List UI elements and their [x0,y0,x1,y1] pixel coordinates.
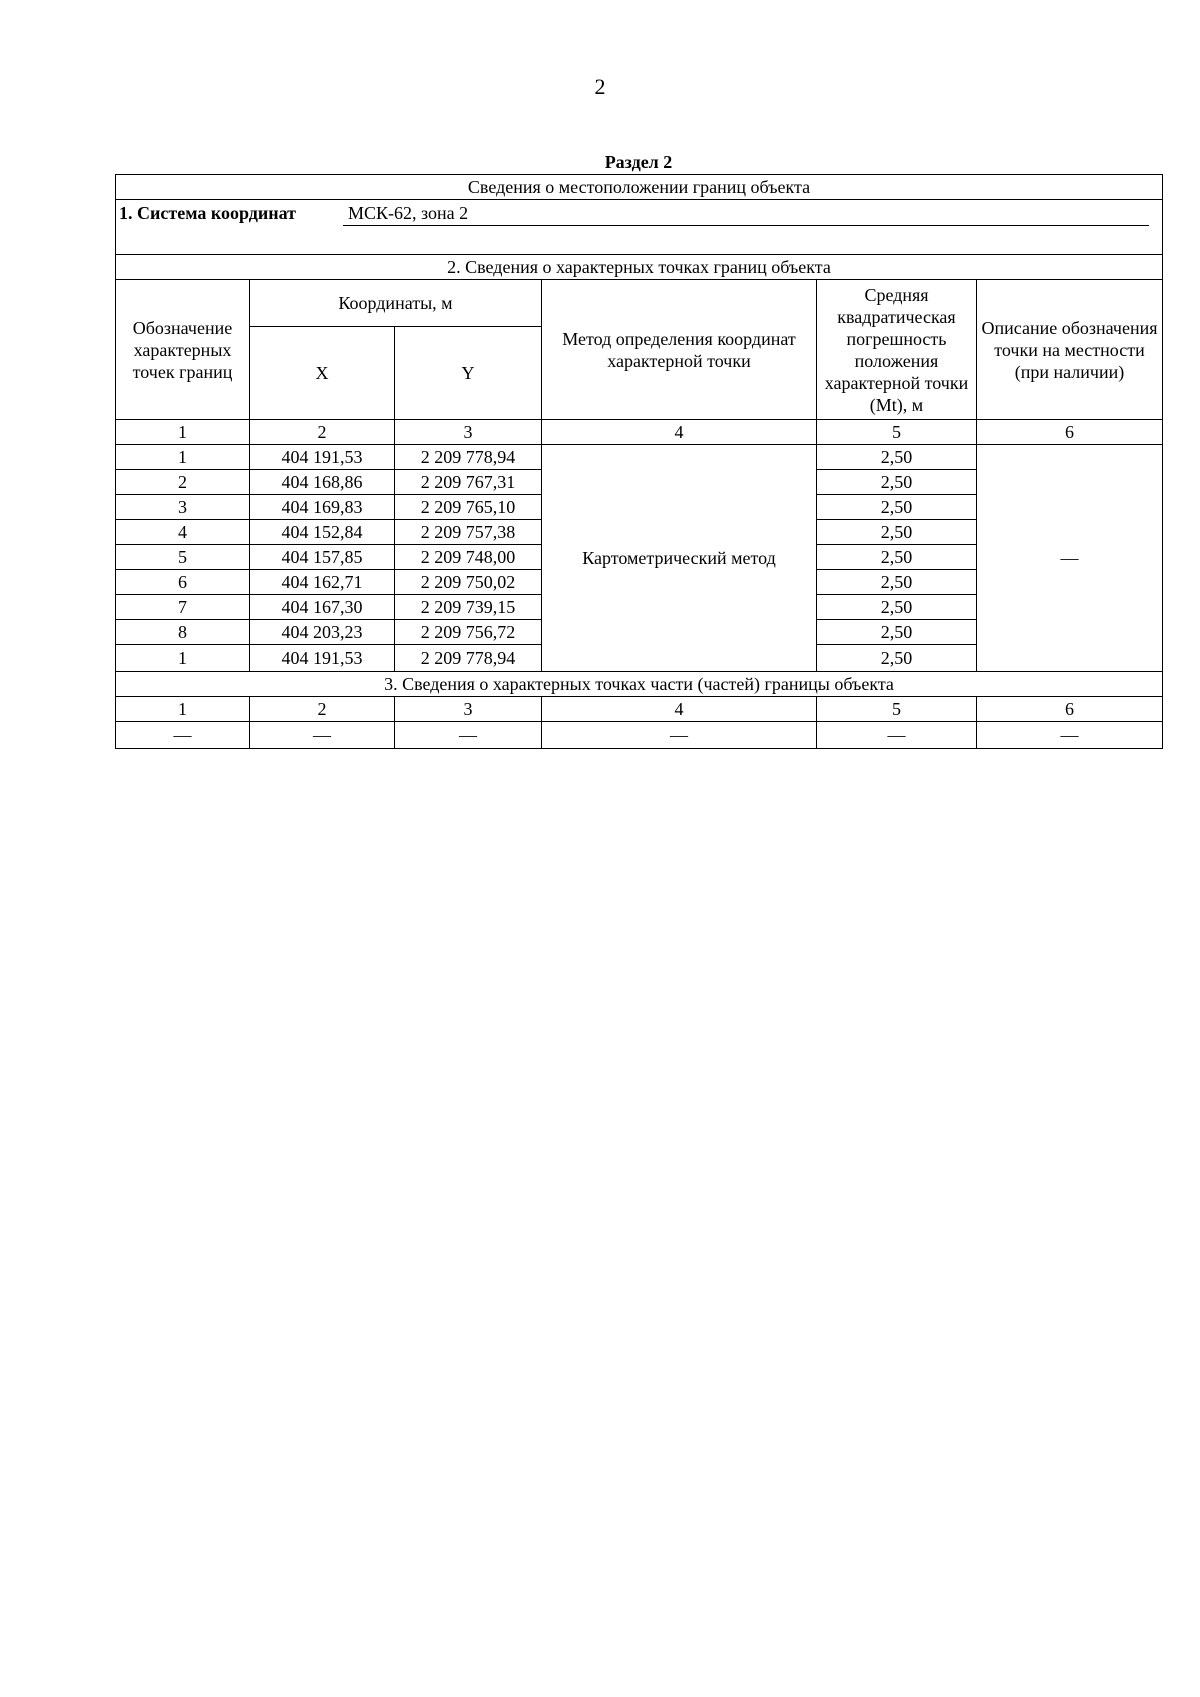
table-title: Сведения о местоположении границ объекта [116,175,1163,200]
coordinate-system-value: МСК-62, зона 2 [343,202,1149,226]
empty-cell: — [116,722,250,749]
y-cell: 2 209 739,15 [395,595,542,620]
coordinate-system-label: 1. Система координат [119,203,296,223]
column-number: 6 [977,420,1163,445]
point-cell: 6 [116,570,250,595]
empty-cell: — [977,722,1163,749]
description-cell: — [977,445,1163,672]
point-cell: 7 [116,595,250,620]
coordinate-system-row [116,200,1163,255]
column-number: 4 [542,420,817,445]
error-cell: 2,50 [817,620,977,645]
y-cell: 2 209 765,10 [395,495,542,520]
x-cell: 404 152,84 [250,520,395,545]
header-description: Описание обозначения точки на местности (при наличии) [977,280,1163,420]
point-cell: 8 [116,620,250,645]
column-number: 5 [817,697,977,722]
column-number: 1 [116,697,250,722]
column-number: 3 [395,420,542,445]
column-number: 2 [250,420,395,445]
boundary-table [115,174,1163,749]
error-cell: 2,50 [817,495,977,520]
table-row [116,722,1163,749]
x-cell: 404 191,53 [250,645,395,672]
point-cell: 2 [116,470,250,495]
point-cell: 3 [116,495,250,520]
y-cell: 2 209 750,02 [395,570,542,595]
x-cell: 404 169,83 [250,495,395,520]
y-cell: 2 209 778,94 [395,445,542,470]
header-error: Средняя квадратическая погрешность положения характерной точки (Mt), м [817,280,977,420]
column-number: 3 [395,697,542,722]
column-number: 4 [542,697,817,722]
header-x: X [250,327,395,420]
page-number: 2 [594,74,606,99]
header-y: Y [395,327,542,420]
method-cell: Картометрический метод [542,445,817,672]
table-row [116,445,1163,470]
header-method: Метод определения координат характерной точки [542,280,817,420]
empty-cell: — [250,722,395,749]
error-cell: 2,50 [817,570,977,595]
header-designation: Обозначение характерных точек границ [116,280,250,420]
error-cell: 2,50 [817,645,977,672]
empty-cell: — [817,722,977,749]
x-cell: 404 162,71 [250,570,395,595]
x-cell: 404 157,85 [250,545,395,570]
y-cell: 2 209 756,72 [395,620,542,645]
y-cell: 2 209 757,38 [395,520,542,545]
y-cell: 2 209 778,94 [395,645,542,672]
empty-cell: — [395,722,542,749]
x-cell: 404 191,53 [250,445,395,470]
x-cell: 404 167,30 [250,595,395,620]
point-cell: 5 [116,545,250,570]
point-cell: 4 [116,520,250,545]
header-coordinates: Координаты, м [250,280,542,327]
point-cell: 1 [116,445,250,470]
column-number: 6 [977,697,1163,722]
error-cell: 2,50 [817,595,977,620]
column-number: 5 [817,420,977,445]
y-cell: 2 209 748,00 [395,545,542,570]
error-cell: 2,50 [817,445,977,470]
section-title: Раздел 2 [604,152,673,172]
column-number: 2 [250,697,395,722]
x-cell: 404 203,23 [250,620,395,645]
parts-section-title: 3. Сведения о характерных точках части (частей) границы объекта [116,672,1163,697]
point-cell: 1 [116,645,250,672]
y-cell: 2 209 767,31 [395,470,542,495]
points-section-title: 2. Сведения о характерных точках границ объекта [116,255,1163,280]
column-number: 1 [116,420,250,445]
error-cell: 2,50 [817,470,977,495]
empty-cell: — [542,722,817,749]
error-cell: 2,50 [817,520,977,545]
x-cell: 404 168,86 [250,470,395,495]
error-cell: 2,50 [817,545,977,570]
